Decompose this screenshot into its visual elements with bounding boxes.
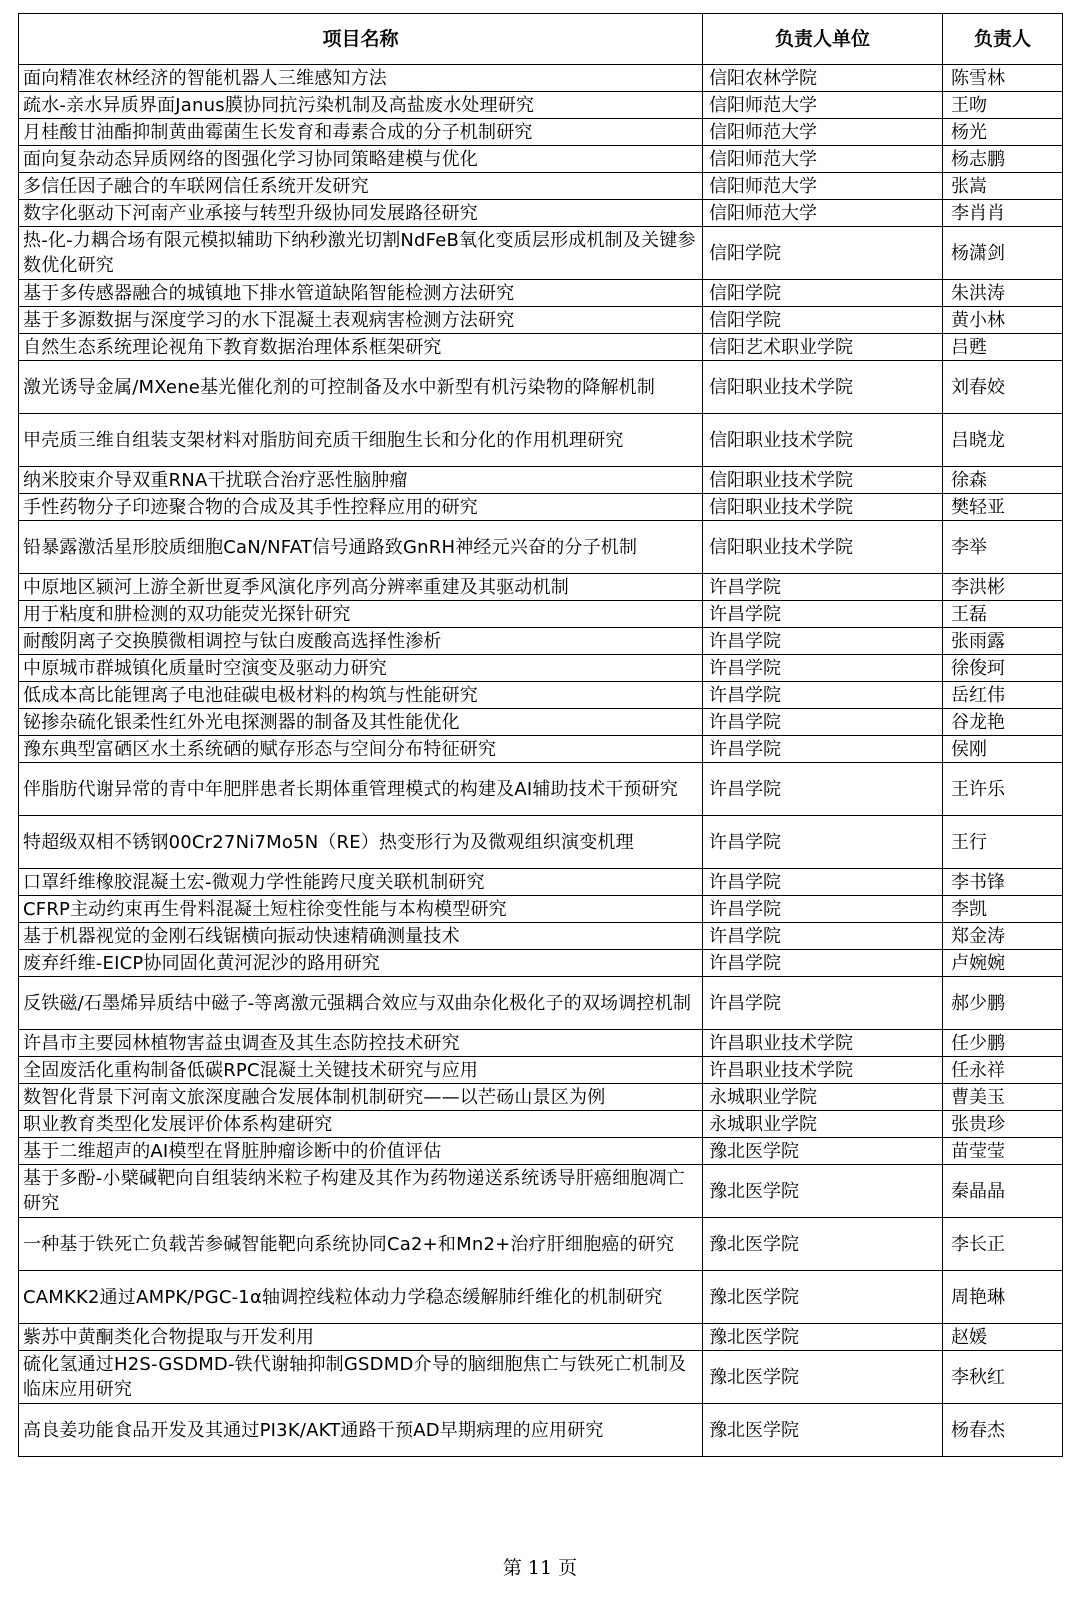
person-cell: 陈雪林	[943, 65, 1063, 92]
person-cell: 杨春杰	[943, 1404, 1063, 1457]
project-name-cell: 面向精准农林经济的智能机器人三维感知方法	[19, 65, 703, 92]
project-name-cell: 耐酸阴离子交换膜微相调控与钛白废酸高选择性渗析	[19, 628, 703, 655]
table-row	[19, 1084, 1063, 1111]
table-row	[19, 494, 1063, 521]
person-cell: 王许乐	[943, 763, 1063, 816]
unit-cell: 信阳农林学院	[703, 65, 943, 92]
unit-cell: 豫北医学院	[703, 1404, 943, 1457]
unit-cell: 信阳学院	[703, 280, 943, 307]
project-name-cell: 自然生态系统理论视角下教育数据治理体系框架研究	[19, 334, 703, 361]
person-cell: 郝少鹏	[943, 977, 1063, 1030]
person-cell: 李凯	[943, 896, 1063, 923]
table-row	[19, 1057, 1063, 1084]
person-cell: 秦晶晶	[943, 1165, 1063, 1218]
person-cell: 朱洪涛	[943, 280, 1063, 307]
unit-cell: 许昌学院	[703, 816, 943, 869]
person-cell: 侯刚	[943, 736, 1063, 763]
person-cell: 杨志鹏	[943, 146, 1063, 173]
person-cell: 任永祥	[943, 1057, 1063, 1084]
unit-cell: 信阳师范大学	[703, 119, 943, 146]
unit-cell: 许昌学院	[703, 923, 943, 950]
unit-cell: 信阳职业技术学院	[703, 414, 943, 467]
header-person: 负责人	[943, 14, 1063, 65]
project-name-cell: 用于粘度和肼检测的双功能荧光探针研究	[19, 601, 703, 628]
table-row	[19, 361, 1063, 414]
table-row	[19, 601, 1063, 628]
project-name-cell: 口罩纤维橡胶混凝土宏-微观力学性能跨尺度关联机制研究	[19, 869, 703, 896]
unit-cell: 许昌学院	[703, 601, 943, 628]
table-row	[19, 200, 1063, 227]
table-row	[19, 119, 1063, 146]
unit-cell: 许昌学院	[703, 896, 943, 923]
table-row	[19, 521, 1063, 574]
unit-cell: 许昌学院	[703, 977, 943, 1030]
project-name-cell: 基于多源数据与深度学习的水下混凝土表观病害检测方法研究	[19, 307, 703, 334]
project-name-cell: 激光诱导金属/MXene基光催化剂的可控制备及水中新型有机污染物的降解机制	[19, 361, 703, 414]
project-name-cell: 特超级双相不锈钢00Cr27Ni7Mo5N（RE）热变形行为及微观组织演变机理	[19, 816, 703, 869]
person-cell: 岳红伟	[943, 682, 1063, 709]
unit-cell: 许昌职业技术学院	[703, 1030, 943, 1057]
page-number: 第 11 页	[502, 1557, 578, 1579]
person-cell: 王磊	[943, 601, 1063, 628]
unit-cell: 许昌学院	[703, 709, 943, 736]
project-name-cell: 硫化氢通过H2S-GSDMD-铁代谢轴抑制GSDMD介导的脑细胞焦亡与铁死亡机制及临床应用研究	[19, 1351, 703, 1404]
person-cell: 李举	[943, 521, 1063, 574]
table-row	[19, 763, 1063, 816]
unit-cell: 许昌职业技术学院	[703, 1057, 943, 1084]
project-name-cell: 铅暴露激活星形胶质细胞CaN/NFAT信号通路致GnRH神经元兴奋的分子机制	[19, 521, 703, 574]
project-name-cell: 基于二维超声的AI模型在肾脏肿瘤诊断中的价值评估	[19, 1138, 703, 1165]
person-cell: 张贵珍	[943, 1111, 1063, 1138]
project-table	[18, 13, 1063, 1457]
table-row	[19, 869, 1063, 896]
table-row	[19, 1030, 1063, 1057]
person-cell: 李洪彬	[943, 574, 1063, 601]
project-name-cell: 基于多传感器融合的城镇地下排水管道缺陷智能检测方法研究	[19, 280, 703, 307]
person-cell: 王吻	[943, 92, 1063, 119]
project-name-cell: 多信任因子融合的车联网信任系统开发研究	[19, 173, 703, 200]
person-cell: 苗莹莹	[943, 1138, 1063, 1165]
table-row	[19, 655, 1063, 682]
unit-cell: 许昌学院	[703, 655, 943, 682]
project-name-cell: 职业教育类型化发展评价体系构建研究	[19, 1111, 703, 1138]
project-name-cell: 基于机器视觉的金刚石线锯横向振动快速精确测量技术	[19, 923, 703, 950]
table-row	[19, 1111, 1063, 1138]
person-cell: 李肖肖	[943, 200, 1063, 227]
unit-cell: 信阳艺术职业学院	[703, 334, 943, 361]
table-row	[19, 1271, 1063, 1324]
unit-cell: 豫北医学院	[703, 1165, 943, 1218]
project-name-cell: CAMKK2通过AMPK/PGC-1α轴调控线粒体动力学稳态缓解肺纤维化的机制研究	[19, 1271, 703, 1324]
person-cell: 李长正	[943, 1218, 1063, 1271]
unit-cell: 豫北医学院	[703, 1324, 943, 1351]
unit-cell: 信阳学院	[703, 307, 943, 334]
project-name-cell: 全固废活化重构制备低碳RPC混凝土关键技术研究与应用	[19, 1057, 703, 1084]
project-name-cell: 纳米胶束介导双重RNA干扰联合治疗恶性脑肿瘤	[19, 467, 703, 494]
table-row	[19, 977, 1063, 1030]
person-cell: 周艳琳	[943, 1271, 1063, 1324]
unit-cell: 信阳职业技术学院	[703, 494, 943, 521]
person-cell: 刘春姣	[943, 361, 1063, 414]
project-name-cell: 反铁磁/石墨烯异质结中磁子-等离激元强耦合效应与双曲杂化极化子的双场调控机制	[19, 977, 703, 1030]
table-row	[19, 1404, 1063, 1457]
table-row	[19, 1351, 1063, 1404]
person-cell: 李书锋	[943, 869, 1063, 896]
unit-cell: 信阳学院	[703, 227, 943, 280]
project-name-cell: 月桂酸甘油酯抑制黄曲霉菌生长发育和毒素合成的分子机制研究	[19, 119, 703, 146]
person-cell: 曹美玉	[943, 1084, 1063, 1111]
person-cell: 徐俊珂	[943, 655, 1063, 682]
person-cell: 李秋红	[943, 1351, 1063, 1404]
unit-cell: 许昌学院	[703, 574, 943, 601]
person-cell: 樊轻亚	[943, 494, 1063, 521]
project-name-cell: 中原地区颍河上游全新世夏季风演化序列高分辨率重建及其驱动机制	[19, 574, 703, 601]
person-cell: 谷龙艳	[943, 709, 1063, 736]
unit-cell: 豫北医学院	[703, 1138, 943, 1165]
table-row	[19, 1165, 1063, 1218]
unit-cell: 许昌学院	[703, 950, 943, 977]
unit-cell: 许昌学院	[703, 736, 943, 763]
unit-cell: 豫北医学院	[703, 1218, 943, 1271]
project-name-cell: 许昌市主要园林植物害益虫调查及其生态防控技术研究	[19, 1030, 703, 1057]
table-row	[19, 923, 1063, 950]
person-cell: 黄小林	[943, 307, 1063, 334]
header-project-name: 项目名称	[19, 14, 703, 65]
person-cell: 赵媛	[943, 1324, 1063, 1351]
project-name-cell: 面向复杂动态异质网络的图强化学习协同策略建模与优化	[19, 146, 703, 173]
unit-cell: 许昌学院	[703, 869, 943, 896]
table-row	[19, 574, 1063, 601]
table-row	[19, 682, 1063, 709]
project-name-cell: 疏水-亲水异质界面Janus膜协同抗污染机制及高盐废水处理研究	[19, 92, 703, 119]
table-row	[19, 1218, 1063, 1271]
project-name-cell: 基于多酚-小檗碱靶向自组装纳米粒子构建及其作为药物递送系统诱导肝癌细胞凋亡研究	[19, 1165, 703, 1218]
project-name-cell: CFRP主动约束再生骨料混凝土短柱徐变性能与本构模型研究	[19, 896, 703, 923]
unit-cell: 信阳师范大学	[703, 146, 943, 173]
unit-cell: 永城职业学院	[703, 1111, 943, 1138]
person-cell: 徐森	[943, 467, 1063, 494]
person-cell: 吕甦	[943, 334, 1063, 361]
header-unit: 负责人单位	[703, 14, 943, 65]
project-name-cell: 数字化驱动下河南产业承接与转型升级协同发展路径研究	[19, 200, 703, 227]
project-name-cell: 废弃纤维-EICP协同固化黄河泥沙的路用研究	[19, 950, 703, 977]
project-name-cell: 豫东典型富硒区水土系统硒的赋存形态与空间分布特征研究	[19, 736, 703, 763]
table-row	[19, 1324, 1063, 1351]
unit-cell: 信阳职业技术学院	[703, 521, 943, 574]
table-row	[19, 65, 1063, 92]
project-name-cell: 低成本高比能锂离子电池硅碳电极材料的构筑与性能研究	[19, 682, 703, 709]
table-row	[19, 334, 1063, 361]
person-cell: 任少鹏	[943, 1030, 1063, 1057]
project-name-cell: 甲壳质三维自组装支架材料对脂肪间充质干细胞生长和分化的作用机理研究	[19, 414, 703, 467]
header-row	[19, 14, 1063, 65]
person-cell: 张雨露	[943, 628, 1063, 655]
project-name-cell: 高良姜功能食品开发及其通过PI3K/AKT通路干预AD早期病理的应用研究	[19, 1404, 703, 1457]
table-row	[19, 896, 1063, 923]
unit-cell: 信阳师范大学	[703, 173, 943, 200]
table-row	[19, 227, 1063, 280]
table-row	[19, 736, 1063, 763]
project-name-cell: 手性药物分子印迹聚合物的合成及其手性控释应用的研究	[19, 494, 703, 521]
table-body	[19, 65, 1063, 1457]
person-cell: 杨潇剑	[943, 227, 1063, 280]
unit-cell: 信阳职业技术学院	[703, 361, 943, 414]
project-name-cell: 热-化-力耦合场有限元模拟辅助下纳秒激光切割NdFeB氧化变质层形成机制及关键参数优化研究	[19, 227, 703, 280]
table-row	[19, 92, 1063, 119]
person-cell: 王行	[943, 816, 1063, 869]
unit-cell: 信阳师范大学	[703, 92, 943, 119]
person-cell: 杨光	[943, 119, 1063, 146]
unit-cell: 信阳职业技术学院	[703, 467, 943, 494]
person-cell: 郑金涛	[943, 923, 1063, 950]
table-row	[19, 816, 1063, 869]
unit-cell: 永城职业学院	[703, 1084, 943, 1111]
table-row	[19, 709, 1063, 736]
table-row	[19, 280, 1063, 307]
project-name-cell: 铋掺杂硫化银柔性红外光电探测器的制备及其性能优化	[19, 709, 703, 736]
person-cell: 卢婉婉	[943, 950, 1063, 977]
project-name-cell: 数智化背景下河南文旅深度融合发展体制机制研究——以芒砀山景区为例	[19, 1084, 703, 1111]
project-name-cell: 一种基于铁死亡负载苦参碱智能靶向系统协同Ca2+和Mn2+治疗肝细胞癌的研究	[19, 1218, 703, 1271]
project-name-cell: 中原城市群城镇化质量时空演变及驱动力研究	[19, 655, 703, 682]
table-row	[19, 173, 1063, 200]
project-name-cell: 伴脂肪代谢异常的青中年肥胖患者长期体重管理模式的构建及AI辅助技术干预研究	[19, 763, 703, 816]
unit-cell: 豫北医学院	[703, 1351, 943, 1404]
unit-cell: 许昌学院	[703, 682, 943, 709]
table-row	[19, 307, 1063, 334]
unit-cell: 信阳师范大学	[703, 200, 943, 227]
table-row	[19, 414, 1063, 467]
unit-cell: 许昌学院	[703, 628, 943, 655]
table-row	[19, 628, 1063, 655]
table-row	[19, 146, 1063, 173]
table-row	[19, 1138, 1063, 1165]
person-cell: 张嵩	[943, 173, 1063, 200]
unit-cell: 豫北医学院	[703, 1271, 943, 1324]
unit-cell: 许昌学院	[703, 763, 943, 816]
table-header	[19, 14, 1063, 65]
table-row	[19, 467, 1063, 494]
person-cell: 吕晓龙	[943, 414, 1063, 467]
table-row	[19, 950, 1063, 977]
project-name-cell: 紫苏中黄酮类化合物提取与开发利用	[19, 1324, 703, 1351]
